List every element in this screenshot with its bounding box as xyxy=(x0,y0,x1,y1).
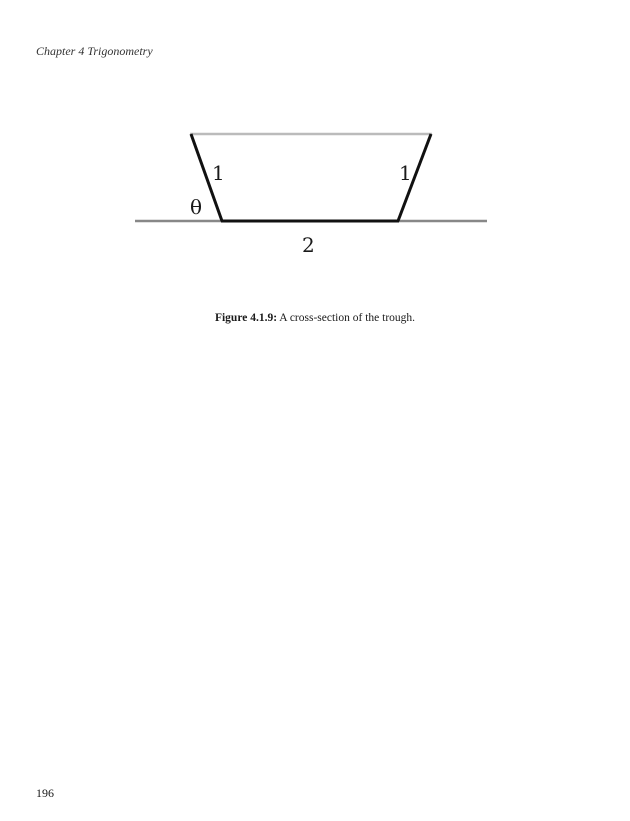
figure-caption-text: A cross-section of the trough. xyxy=(279,312,416,324)
trough-cross-section-figure xyxy=(0,120,630,270)
right-side-length-label: 1 xyxy=(399,161,412,185)
figure-caption-label: Figure 4.1.9: xyxy=(214,312,278,324)
angle-theta-label: θ xyxy=(190,195,203,219)
figure-caption xyxy=(0,312,630,324)
running-header: Chapter 4 Trigonometry xyxy=(36,44,153,58)
left-side-length-label: 1 xyxy=(212,161,225,185)
page-number: 196 xyxy=(36,786,54,800)
trough-diagram xyxy=(0,120,630,270)
base-length-label: 2 xyxy=(302,233,315,257)
